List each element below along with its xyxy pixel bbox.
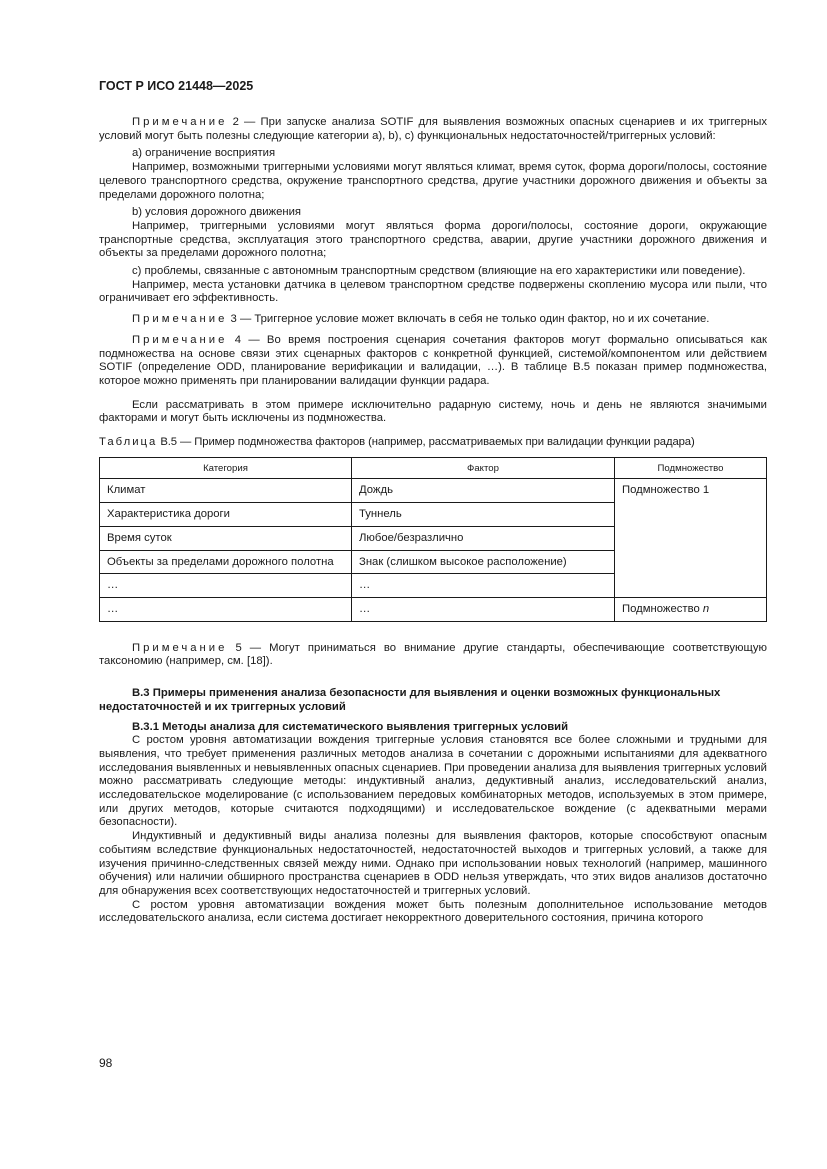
table-header-row [100,457,767,479]
factor-subset-table [99,457,767,622]
section-b31-paragraph-3: С ростом уровня автоматизации вождения может быть полезным дополнительное использование методов исследовательского анализа, если система достигает некорректного доверительного состояния, причина которого [99,898,767,925]
header-category: Категория [100,457,352,479]
document-header: ГОСТ Р ИСО 21448—2025 [99,79,254,93]
cell-factor: Туннель [352,503,615,527]
note-5 [99,642,767,669]
note-text: 2 — При запуске анализа SOTIF для выявления возможных опасных сценариев и их триггерных условий могут быть полезны следующие категории a), b), c) функциональных недостаточностей/триггерных условий: [99,116,767,142]
cell-category: Объекты за пределами дорожного полотна [100,550,352,574]
cell-factor: Любое/безразлично [352,526,615,550]
table-row [100,479,767,503]
cell-subset-n [615,597,767,621]
section-b31-paragraph-2: Индуктивный и дедуктивный виды анализа полезны для выявления факторов, которые способствуют опасным событиям вследствие функциональных недостаточностей, недостаточностей выходов и триггерных условий, а также для изучения причинно-следственных связей между ними. Однако при использовании новых технологий (например, машинного обучения) или наличии обширного пространства сценариев в ODD нельзя утверждать, что этих видов анализов достаточно для обнаружения всех соответствующих недостаточностей и триггерных условий. [99,830,767,897]
table-caption-text: B.5 — Пример подмножества факторов (например, рассматриваемых при валидации функции радара) [157,436,695,449]
page-content [99,116,767,926]
section-b3-title: B.3 Примеры применения анализа безопасности для выявления и оценки возможных функциональных недостаточностей и их триггерных условий [99,687,721,713]
section-b31-title: B.3.1 Методы анализа для систематического выявления триггерных условий [132,720,569,733]
item-a-text: Например, возможными триггерными условиями могут являться климат, время суток, форма дороги/полосы, состояние целевого транспортного средства, окружение транспортного средства, другие участники дорожного движения и объекты за пределами дорожного полотна; [99,161,767,201]
page-number: 98 [99,1056,113,1070]
cell-factor: Дождь [352,479,615,503]
item-b-text: Например, триггерными условиями могут являться форма дороги/полосы, состояние дороги, окружающие транспортные средства, эксплуатация этого транспортного средства, аварии, другие участники дорожного движения и объекты за пределами дорожного полотна; [99,219,767,260]
cell-category: … [100,574,352,598]
note-text: 3 — Триггерное условие может включать в себя не только один фактор, но и их сочетание. [227,313,710,326]
section-b31-paragraph-1: С ростом уровня автоматизации вождения триггерные условия становятся все более сложными и трудными для выявления, что требует применения различных методов анализа в сочетании с дорожными испытаниями для адекватного исследования выявленных и невыявленных опасных сценариев. При проведении анализа для выявления триггерных условий можно рассматривать следующие методы: индуктивный анализ, дедуктивный анализ, исследовательский анализ, исследовательское моделирование (с использованием передовых комбинаторных методов, используемых в этом примере, или других методов, которые считаются подходящими) и исследовательское вождение (с адекватными мерами безопасности). [99,734,767,829]
header-factor: Фактор [352,457,615,479]
table-caption [99,436,767,450]
subset-n-prefix: Подмножество [622,602,703,615]
note-2 [99,116,767,143]
cell-category: … [100,597,352,621]
subset-n-index: n [702,602,710,615]
paragraph-radar: Если рассматривать в этом примере исключительно радарную систему, ночь и день не являются значимыми факторами и могут быть исключены из подмножества. [99,398,767,425]
note-label: Примечание [132,333,228,346]
cell-factor: … [352,574,615,598]
item-c-text: Например, места установки датчика в целевом транспортном средстве подвержены скоплению мусора или пыли, что ограничивает его эффективность. [99,278,767,305]
note-text: 5 — Могут приниматься во внимание другие стандарты, обеспечивающие соответствующую таксономию (например, см. [18]). [99,641,767,668]
cell-factor: … [352,597,615,621]
cell-category: Характеристика дороги [100,503,352,527]
table-caption-label: Таблица [99,436,158,449]
note-label: Примечание [132,313,228,326]
note-3 [99,313,767,327]
cell-subset-1: Подмножество 1 [615,479,767,598]
table-row [100,597,767,621]
item-b-title: b) условия дорожного движения [132,206,302,219]
cell-category: Климат [100,479,352,503]
header-subset: Подмножество [615,457,767,479]
item-c-title: c) проблемы, связанные с автономным транспортным средством (влияющие на его характеристики или поведение). [132,265,746,278]
note-text: 4 — Во время построения сценария сочетания факторов могут формально описываться как подмножества на основе связи этих сценарных факторов с конкретной функцией, системой/компонентом или действием SOTIF (определение ODD, планирование верификации и валидации, …). В таблице B.5 показан пример подмножества, которое можно применять при планировании валидации функции радара. [99,333,767,387]
item-a-title: a) ограничение восприятия [132,147,276,160]
cell-category: Время суток [100,526,352,550]
note-label: Примечание [132,116,228,128]
cell-factor: Знак (слишком высокое расположение) [352,550,615,574]
note-label: Примечание [132,641,228,654]
note-4 [99,334,767,389]
